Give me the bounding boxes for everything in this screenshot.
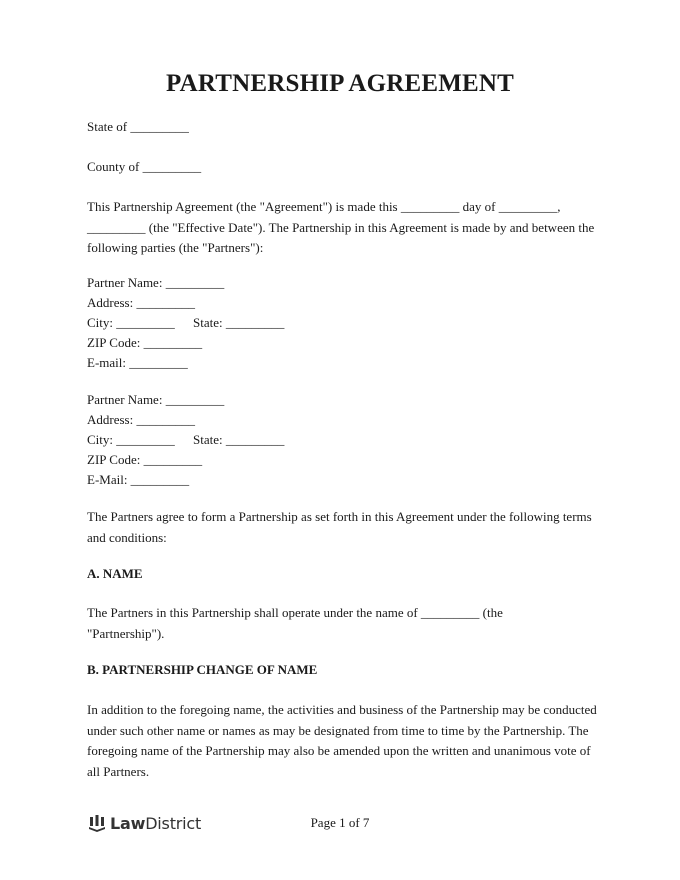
- partner2-email: E-Mail: _________: [87, 472, 190, 487]
- partner2-address: Address: _________: [87, 412, 195, 427]
- partner2-city: City: _________: [87, 432, 175, 447]
- partner2-zip: ZIP Code: _________: [87, 452, 203, 467]
- section-a-heading: A. NAME: [87, 566, 143, 581]
- section-b-heading: B. PARTNERSHIP CHANGE OF NAME: [87, 662, 318, 677]
- logo-text-bold: Law: [110, 813, 146, 833]
- section-a-body: The Partners in this Partnership shall operate under the name of _________ (the "Partnership").: [87, 605, 503, 641]
- page-number: Page 1 of 7: [310, 815, 370, 830]
- partner1-email: E-mail: _________: [87, 355, 188, 370]
- partner1-state: State: _________: [193, 315, 285, 330]
- state-line: State of _________: [87, 119, 189, 134]
- partner2-state: State: _________: [193, 432, 285, 447]
- partner1-address: Address: _________: [87, 295, 195, 310]
- logo-text-rest: District: [145, 813, 202, 833]
- partner1-name: Partner Name: _________: [87, 275, 225, 290]
- partner1-city: City: _________: [87, 315, 175, 330]
- section-b-body: In addition to the foregoing name, the activities and business of the Partnership may be conducted under such other name or names as may be designated from time to time by the Partnership. The foregoing name of the Partnership may also be amended upon the written and unanimous vote of all Partners.: [87, 702, 597, 779]
- document-title: PARTNERSHIP AGREEMENT: [165, 70, 515, 97]
- intro-paragraph: This Partnership Agreement (the "Agreement") is made this _________ day of _________, _________ (the "Effective Date"). The Partnership in this Agreement is made by and between the following parties (the "Partners"):: [87, 199, 595, 255]
- county-line: County of _________: [87, 159, 202, 174]
- partner1-zip: ZIP Code: _________: [87, 335, 203, 350]
- partner2-name: Partner Name: _________: [87, 392, 225, 407]
- terms-paragraph: The Partners agree to form a Partnership as set forth in this Agreement under the following terms and conditions:: [87, 509, 592, 545]
